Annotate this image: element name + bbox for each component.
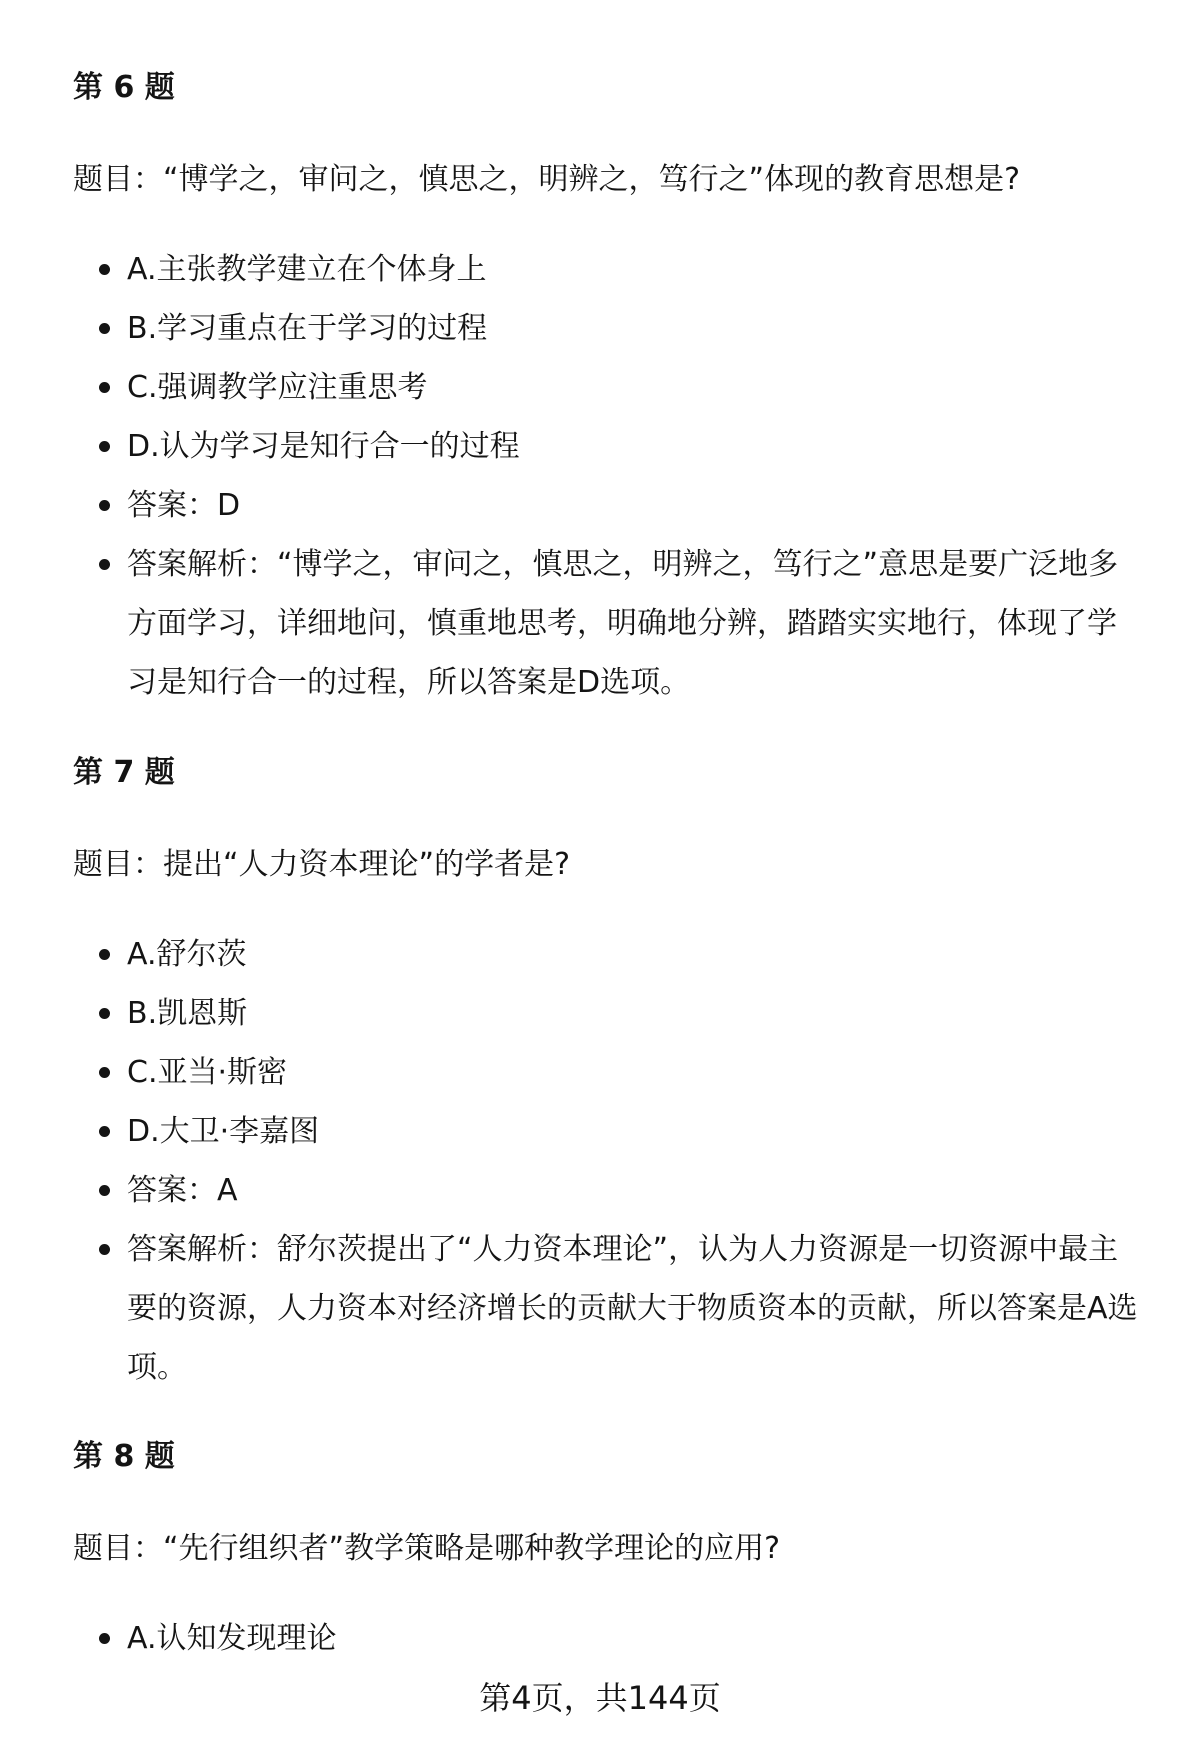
- question-6-heading: 第 6 题: [73, 70, 175, 105]
- option-b: [73, 299, 1143, 358]
- option-text: A.舒尔茨: [127, 937, 247, 972]
- bullet-icon: [99, 441, 110, 452]
- question-8: [73, 1437, 1143, 1668]
- bullet-icon: [99, 1008, 110, 1019]
- option-text: C.强调教学应注重思考: [127, 370, 428, 405]
- option-d: [73, 417, 1143, 476]
- bullet-icon: [99, 949, 110, 960]
- question-7-stem: 题目：提出“人力资本理论”的学者是?: [73, 847, 571, 882]
- question-7: [73, 753, 1143, 1397]
- option-c: [73, 1043, 1143, 1102]
- question-8-options: [73, 1609, 1143, 1668]
- option-a: [73, 1609, 1143, 1668]
- answer-text: 答案：D: [127, 488, 241, 523]
- question-7-options: [73, 925, 1143, 1397]
- bullet-icon: [99, 1633, 110, 1644]
- bullet-icon: [99, 382, 110, 393]
- option-c: [73, 358, 1143, 417]
- answer-analysis: [73, 535, 1143, 712]
- option-text: B.凯恩斯: [127, 996, 248, 1031]
- bullet-icon: [99, 1185, 110, 1196]
- analysis-text: 答案解析：“博学之，审问之，慎思之，明辨之，笃行之”意思是要广泛地多方面学习，详细地问，慎重地思考，明确地分辨，踏踏实实地行，体现了学习是知行合一的过程，所以答案是D选项。: [127, 547, 1119, 700]
- bullet-icon: [99, 1067, 110, 1078]
- option-a: [73, 925, 1143, 984]
- question-7-heading: 第 7 题: [73, 755, 175, 790]
- answer-text: 答案：A: [127, 1173, 238, 1208]
- bullet-icon: [99, 559, 110, 570]
- bullet-icon: [99, 264, 110, 275]
- question-8-stem: 题目：“先行组织者”教学策略是哪种教学理论的应用?: [73, 1531, 781, 1566]
- option-text: A.主张教学建立在个体身上: [127, 252, 487, 287]
- question-8-heading: 第 8 题: [73, 1439, 175, 1474]
- option-text: A.认知发现理论: [127, 1621, 337, 1656]
- option-d: [73, 1102, 1143, 1161]
- option-text: D.大卫·李嘉图: [127, 1114, 320, 1149]
- option-b: [73, 984, 1143, 1043]
- answer: [73, 1161, 1143, 1220]
- bullet-icon: [99, 1244, 110, 1255]
- question-6-options: [73, 240, 1143, 712]
- option-text: C.亚当·斯密: [127, 1055, 288, 1090]
- option-a: [73, 240, 1143, 299]
- question-6: [73, 68, 1143, 712]
- bullet-icon: [99, 1126, 110, 1137]
- option-text: B.学习重点在于学习的过程: [127, 311, 488, 346]
- answer: [73, 476, 1143, 535]
- question-6-stem: 题目：“博学之，审问之，慎思之，明辨之，笃行之”体现的教育思想是?: [73, 162, 1021, 197]
- page-number: 第4页，共144页: [479, 1679, 721, 1717]
- option-text: D.认为学习是知行合一的过程: [127, 429, 520, 464]
- analysis-text: 答案解析：舒尔茨提出了“人力资本理论”，认为人力资源是一切资源中最主要的资源，人力资本对经济增长的贡献大于物质资本的贡献，所以答案是A选项。: [127, 1232, 1138, 1385]
- answer-analysis: [73, 1220, 1143, 1397]
- bullet-icon: [99, 500, 110, 511]
- bullet-icon: [99, 323, 110, 334]
